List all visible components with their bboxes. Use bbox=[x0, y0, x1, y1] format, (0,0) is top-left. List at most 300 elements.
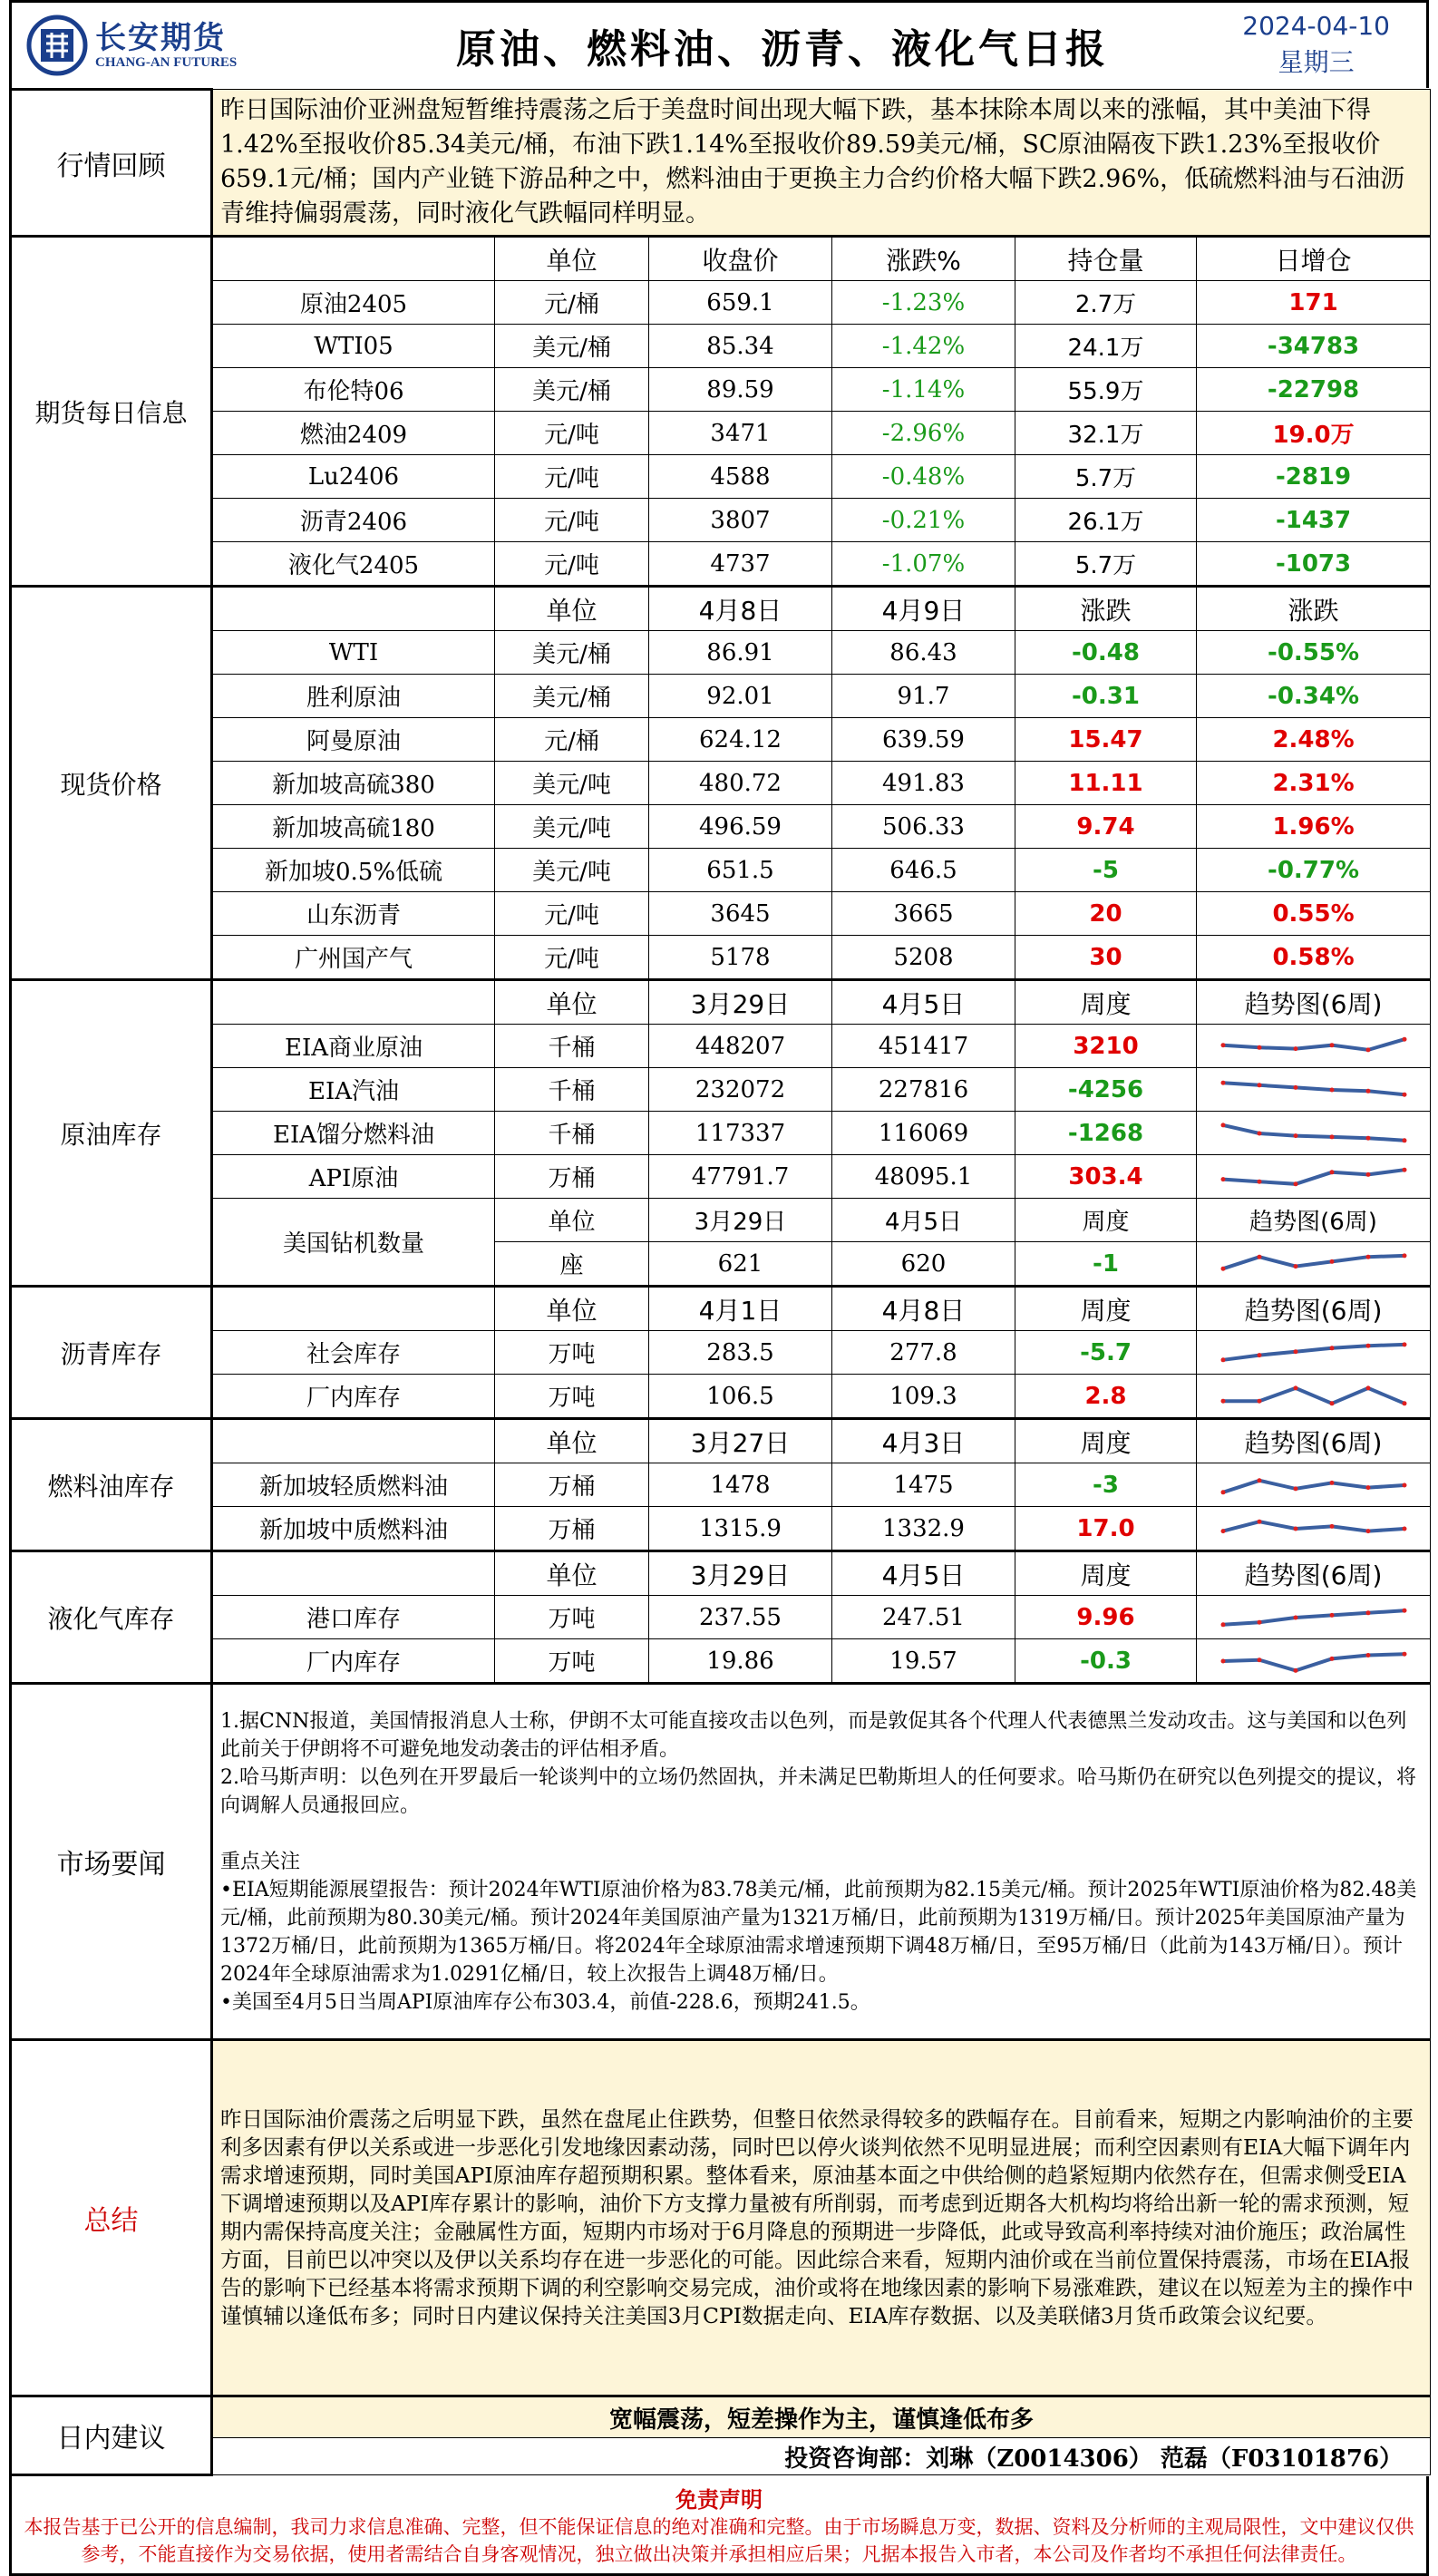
table-row bbox=[11, 499, 1431, 542]
column-header: 单位 bbox=[495, 1419, 649, 1463]
trend-sparkline bbox=[1219, 1602, 1409, 1633]
trend-chart bbox=[1197, 1639, 1431, 1684]
value-week1: 283.5 bbox=[649, 1331, 832, 1375]
value-week1: 19.86 bbox=[649, 1639, 832, 1684]
column-header: 单位 bbox=[495, 587, 649, 631]
column-header: 趋势图(6周) bbox=[1197, 1199, 1431, 1242]
trend-point bbox=[1365, 1610, 1370, 1615]
table-row bbox=[11, 237, 1431, 281]
column-header: 4月8日 bbox=[649, 587, 832, 631]
unit: 万桶 bbox=[495, 1463, 649, 1507]
daily-oi-change: -2819 bbox=[1197, 455, 1431, 499]
table-row bbox=[11, 1199, 1431, 1242]
price-day1: 86.91 bbox=[649, 631, 832, 675]
daily-oi-change: 171 bbox=[1197, 281, 1431, 325]
value-week2: 19.57 bbox=[832, 1639, 1015, 1684]
price-day1: 624.12 bbox=[649, 718, 832, 762]
table-row bbox=[11, 718, 1431, 762]
trend-point bbox=[1220, 1266, 1225, 1270]
trend-point bbox=[1329, 1259, 1334, 1263]
value-week1: 117337 bbox=[649, 1112, 832, 1155]
trend-line bbox=[1223, 1344, 1404, 1359]
weekly-change: -4256 bbox=[1015, 1068, 1197, 1112]
company-logo bbox=[12, 5, 248, 85]
column-header: 3月29日 bbox=[649, 1551, 832, 1596]
price-day2: 491.83 bbox=[832, 762, 1015, 805]
news-line bbox=[220, 1820, 1423, 1848]
value-week2: 116069 bbox=[832, 1112, 1015, 1155]
column-header: 持仓量 bbox=[1015, 237, 1197, 281]
column-header: 趋势图(6周) bbox=[1197, 980, 1431, 1025]
column-header: 4月1日 bbox=[649, 1287, 832, 1331]
table-row bbox=[11, 1639, 1431, 1684]
change-pct: -0.21% bbox=[832, 499, 1015, 542]
change-pct: 2.31% bbox=[1197, 762, 1431, 805]
trend-point bbox=[1402, 1036, 1406, 1041]
column-header: 4月8日 bbox=[832, 1287, 1015, 1331]
trend-point bbox=[1365, 1047, 1370, 1052]
header-blank bbox=[212, 237, 495, 281]
open-interest: 5.7万 bbox=[1015, 455, 1197, 499]
report-date: 2024-04-10 bbox=[1242, 11, 1390, 41]
trend-point bbox=[1257, 1657, 1261, 1662]
unit: 万桶 bbox=[495, 1155, 649, 1199]
trend-line bbox=[1223, 1654, 1404, 1670]
changan-logo-icon bbox=[26, 15, 88, 76]
contract-name: 布伦特06 bbox=[212, 368, 495, 412]
trend-point bbox=[1402, 1138, 1406, 1142]
report-weekday: 星期三 bbox=[1278, 47, 1355, 77]
change: -5 bbox=[1015, 849, 1197, 892]
trend-point bbox=[1329, 1346, 1334, 1350]
column-header: 4月5日 bbox=[832, 1199, 1015, 1242]
unit: 元/吨 bbox=[495, 499, 649, 542]
unit: 美元/吨 bbox=[495, 762, 649, 805]
close-price: 659.1 bbox=[649, 281, 832, 325]
trend-point bbox=[1402, 1092, 1406, 1096]
column-header: 涨跌 bbox=[1197, 587, 1431, 631]
trend-chart bbox=[1197, 1025, 1431, 1068]
trend-point bbox=[1220, 1080, 1225, 1084]
value-week2: 48095.1 bbox=[832, 1155, 1015, 1199]
trend-sparkline bbox=[1219, 1513, 1409, 1544]
daily-oi-change: -1073 bbox=[1197, 542, 1431, 587]
trend-point bbox=[1257, 1131, 1261, 1135]
column-header: 趋势图(6周) bbox=[1197, 1287, 1431, 1331]
column-header: 4月3日 bbox=[832, 1419, 1015, 1463]
unit: 美元/桶 bbox=[495, 368, 649, 412]
close-price: 89.59 bbox=[649, 368, 832, 412]
price-day1: 5178 bbox=[649, 936, 832, 980]
change-pct: -2.96% bbox=[832, 412, 1015, 455]
trend-chart bbox=[1197, 1596, 1431, 1639]
table-row bbox=[11, 325, 1431, 368]
report-header bbox=[9, 0, 1429, 88]
change: -0.31 bbox=[1015, 675, 1197, 718]
trend-sparkline bbox=[1219, 1337, 1409, 1368]
trend-point bbox=[1329, 1480, 1334, 1484]
header-blank bbox=[212, 1551, 495, 1596]
change-pct: -0.55% bbox=[1197, 631, 1431, 675]
weekly-change: 303.4 bbox=[1015, 1155, 1197, 1199]
unit: 美元/桶 bbox=[495, 325, 649, 368]
inventory-name: EIA汽油 bbox=[212, 1068, 495, 1112]
table-row bbox=[11, 1551, 1431, 1596]
summary-label: 总结 bbox=[11, 2040, 212, 2396]
table-row bbox=[11, 980, 1431, 1025]
trend-point bbox=[1365, 1385, 1370, 1390]
weekly-change: -1268 bbox=[1015, 1112, 1197, 1155]
open-interest: 5.7万 bbox=[1015, 542, 1197, 587]
inventory-name: 厂内库存 bbox=[212, 1375, 495, 1419]
trend-point bbox=[1220, 1123, 1225, 1127]
trend-point bbox=[1257, 1398, 1261, 1403]
table-row bbox=[11, 2438, 1431, 2475]
advice-text: 宽幅震荡，短差操作为主，谨慎逢低布多 bbox=[212, 2396, 1431, 2438]
trend-sparkline bbox=[1219, 1118, 1409, 1149]
contract-name: 燃油2409 bbox=[212, 412, 495, 455]
column-header: 4月5日 bbox=[832, 1551, 1015, 1596]
inventory-name: EIA商业原油 bbox=[212, 1025, 495, 1068]
table-row bbox=[11, 1155, 1431, 1199]
price-day1: 3645 bbox=[649, 892, 832, 936]
price-day2: 5208 bbox=[832, 936, 1015, 980]
header-blank bbox=[212, 587, 495, 631]
inventory-name: 新加坡中质燃料油 bbox=[212, 1507, 495, 1551]
column-header: 趋势图(6周) bbox=[1197, 1419, 1431, 1463]
news-line: 2.哈马斯声明：以色列在开罗最后一轮谈判中的立场仍然固执，并未满足巴勒斯坦人的任何要求。哈马斯仍在研究以色列提交的提议，将向调解人员通报回应。 bbox=[220, 1765, 1416, 1817]
column-header: 周度 bbox=[1015, 1419, 1197, 1463]
trend-point bbox=[1365, 1529, 1370, 1533]
summary-text: 昨日国际油价震荡之后明显下跌，虽然在盘尾止住跌势，但整日依然录得较多的跌幅存在。目前看来，短期之内影响油价的主要利多因素有伊以关系或进一步恶化引发地缘因素动荡，同时巴以停火谈判依然不见明显进展；而利空因素则有EIA大幅下调年内需求增速预期，同时美国API原油库存超预期积累。整体看来，原油基本面之中供给侧的趋紧短期内依然存在，但需求侧受EIA下调增速预期以及API库存累计的影响，油价下方支撑力量被有所削弱，而考虑到近期各大机构均将给出新一轮的需求预测，短期内需保持高度关注；金融属性方面，短期内市场对于6月降息的预期进一步降低，此或导致高利率持续对油价施压；政治属性方面，目前巴以冲突以及伊以关系均存在进一步恶化的可能。因此综合来看，短期内油价或在当前位置保持震荡，市场在EIA报告的影响下已经基本将需求预期下调的利空影响交易完成，油价或将在地缘因素的影响下易涨难跌，建议在以短差为主的操作中谨慎辅以逢低布多；同时日内建议保持关注美国3月CPI数据走向、EIA库存数据、以及美联储3月货币政策会议纪要。 bbox=[212, 2040, 1431, 2396]
unit: 元/桶 bbox=[495, 718, 649, 762]
trend-point bbox=[1329, 1656, 1334, 1660]
trend-chart bbox=[1197, 1068, 1431, 1112]
column-header: 单位 bbox=[495, 980, 649, 1025]
column-header: 涨跌 bbox=[1015, 587, 1197, 631]
contact-info: 投资咨询部：刘琳（Z0014306） 范磊（F03101876） bbox=[212, 2438, 1431, 2475]
unit: 元/桶 bbox=[495, 281, 649, 325]
daily-oi-change: -1437 bbox=[1197, 499, 1431, 542]
price-day2: 506.33 bbox=[832, 805, 1015, 849]
page-title: 原油、燃料油、沥青、液化气日报 bbox=[456, 26, 1109, 73]
weekly-change: 3210 bbox=[1015, 1025, 1197, 1068]
daily-oi-change: 19.0万 bbox=[1197, 412, 1431, 455]
unit: 元/吨 bbox=[495, 936, 649, 980]
spot-name: 阿曼原油 bbox=[212, 718, 495, 762]
trend-point bbox=[1293, 1385, 1297, 1390]
header-blank bbox=[212, 980, 495, 1025]
table-row bbox=[11, 805, 1431, 849]
trend-point bbox=[1220, 1398, 1225, 1403]
column-header: 周度 bbox=[1015, 1551, 1197, 1596]
column-header: 涨跌% bbox=[832, 237, 1015, 281]
disclaimer bbox=[9, 2476, 1429, 2576]
column-header: 趋势图(6周) bbox=[1197, 1551, 1431, 1596]
trend-sparkline bbox=[1219, 1249, 1409, 1279]
table-row bbox=[11, 2396, 1431, 2438]
close-price: 85.34 bbox=[649, 325, 832, 368]
spot-name: 新加坡高硫380 bbox=[212, 762, 495, 805]
value-week2: 1332.9 bbox=[832, 1507, 1015, 1551]
trend-point bbox=[1293, 1084, 1297, 1089]
trend-point bbox=[1293, 1046, 1297, 1051]
news-line: •美国至4月5日当周API原油库存公布303.4，前值-228.6，预期241.5。 bbox=[220, 1990, 870, 2014]
value-week2: 277.8 bbox=[832, 1331, 1015, 1375]
trend-point bbox=[1365, 1254, 1370, 1259]
change-pct: 1.96% bbox=[1197, 805, 1431, 849]
value-week1: 237.55 bbox=[649, 1596, 832, 1639]
close-price: 4588 bbox=[649, 455, 832, 499]
spot-label: 现货价格 bbox=[11, 587, 212, 980]
trend-point bbox=[1220, 1490, 1225, 1494]
change-pct: 0.58% bbox=[1197, 936, 1431, 980]
trend-sparkline bbox=[1219, 1646, 1409, 1677]
value-week1: 47791.7 bbox=[649, 1155, 832, 1199]
trend-line bbox=[1223, 1387, 1404, 1403]
table-row bbox=[11, 1112, 1431, 1155]
spot-name: 新加坡高硫180 bbox=[212, 805, 495, 849]
news-line: •EIA短期能源展望报告：预计2024年WTI原油价格为83.78美元/桶，此前预期为82.15美元/桶。预计2025年WTI原油价格为82.48美元/桶，此前预期为80.30美元/桶。预计2024年美国原油产量为1321万桶/日，此前预期为1319万桶/日。预计2025年美国原油产量为1372万桶/日，此前预期为1365万桶/日。将2024年全球原油需求增速预期下调48万桶/日，至95万桶/日（此前为143万桶/日）。预计2024年全球原油需求为1.0291亿桶/日，较上次报告上调48万桶/日。 bbox=[220, 1878, 1417, 1986]
spot-name: WTI bbox=[212, 631, 495, 675]
value-week1: 1315.9 bbox=[649, 1507, 832, 1551]
review-text: 昨日国际油价亚洲盘短暂维持震荡之后于美盘时间出现大幅下跌，基本抹除本周以来的涨幅，其中美油下得1.42%至报收价85.34美元/桶，布油下跌1.14%至报收价89.59美元/桶，SC原油隔夜下跌1.23%至报收价659.1元/桶；国内产业链下游品种之中，燃料油由于更换主力合约价格大幅下跌2.96%，低硫燃料油与石油沥青维持偏弱震荡，同时液化气跌幅同样明显。 bbox=[212, 90, 1431, 237]
change: -0.48 bbox=[1015, 631, 1197, 675]
crude_inv-label: 原油库存 bbox=[11, 980, 212, 1287]
trend-point bbox=[1257, 1179, 1261, 1183]
column-header: 单位 bbox=[495, 1551, 649, 1596]
trend-point bbox=[1220, 1043, 1225, 1047]
trend-line bbox=[1223, 1170, 1404, 1184]
trend-sparkline bbox=[1219, 1162, 1409, 1192]
trend-point bbox=[1365, 1088, 1370, 1093]
open-interest: 2.7万 bbox=[1015, 281, 1197, 325]
trend-point bbox=[1365, 1653, 1370, 1657]
trend-point bbox=[1365, 1485, 1370, 1490]
table-row bbox=[11, 1068, 1431, 1112]
unit: 元/吨 bbox=[495, 412, 649, 455]
unit: 万吨 bbox=[495, 1639, 649, 1684]
unit: 美元/桶 bbox=[495, 675, 649, 718]
trend-point bbox=[1257, 1083, 1261, 1087]
change-pct: -0.77% bbox=[1197, 849, 1431, 892]
value-week2: 109.3 bbox=[832, 1375, 1015, 1419]
table-row bbox=[11, 1025, 1431, 1068]
trend-point bbox=[1365, 1171, 1370, 1176]
trend-point bbox=[1293, 1486, 1297, 1491]
inventory-name: 港口库存 bbox=[212, 1596, 495, 1639]
trend-point bbox=[1293, 1133, 1297, 1138]
trend-point bbox=[1329, 1043, 1334, 1047]
trend-sparkline bbox=[1219, 1074, 1409, 1105]
trend-point bbox=[1329, 1401, 1334, 1405]
unit: 万吨 bbox=[495, 1375, 649, 1419]
header-blank bbox=[212, 1419, 495, 1463]
trend-point bbox=[1257, 1619, 1261, 1624]
advice-label: 日内建议 bbox=[11, 2396, 212, 2475]
unit: 万吨 bbox=[495, 1331, 649, 1375]
unit: 美元/吨 bbox=[495, 849, 649, 892]
value-week2: 451417 bbox=[832, 1025, 1015, 1068]
contract-name: 沥青2406 bbox=[212, 499, 495, 542]
spot-name: 广州国产气 bbox=[212, 936, 495, 980]
change-pct: 2.48% bbox=[1197, 718, 1431, 762]
inventory-name: API原油 bbox=[212, 1155, 495, 1199]
value-week2: 227816 bbox=[832, 1068, 1015, 1112]
table-row bbox=[11, 90, 1431, 237]
value-week2: 620 bbox=[832, 1242, 1015, 1287]
trend-chart bbox=[1197, 1375, 1431, 1419]
unit: 元/吨 bbox=[495, 542, 649, 587]
trend-line bbox=[1223, 1124, 1404, 1140]
table-row bbox=[11, 1507, 1431, 1551]
column-header: 单位 bbox=[495, 1199, 649, 1242]
change-pct: -1.23% bbox=[832, 281, 1015, 325]
trend-point bbox=[1220, 1177, 1225, 1181]
trend-point bbox=[1329, 1612, 1334, 1617]
inventory-name: 新加坡轻质燃料油 bbox=[212, 1463, 495, 1507]
column-header: 3月27日 bbox=[649, 1419, 832, 1463]
table-row bbox=[11, 2040, 1431, 2396]
trend-point bbox=[1220, 1658, 1225, 1663]
report-page bbox=[9, 0, 1429, 2576]
contract-name: 原油2405 bbox=[212, 281, 495, 325]
table-row bbox=[11, 1684, 1431, 2040]
table-row bbox=[11, 455, 1431, 499]
trend-point bbox=[1293, 1615, 1297, 1619]
unit: 千桶 bbox=[495, 1068, 649, 1112]
trend-point bbox=[1293, 1349, 1297, 1354]
price-day2: 3665 bbox=[832, 892, 1015, 936]
column-header: 单位 bbox=[495, 1287, 649, 1331]
change-pct: -0.48% bbox=[832, 455, 1015, 499]
price-day1: 651.5 bbox=[649, 849, 832, 892]
trend-chart bbox=[1197, 1242, 1431, 1287]
unit: 千桶 bbox=[495, 1025, 649, 1068]
column-header: 4月5日 bbox=[832, 980, 1015, 1025]
unit: 美元/桶 bbox=[495, 631, 649, 675]
table-row bbox=[11, 412, 1431, 455]
spot-name: 新加坡0.5%低硫 bbox=[212, 849, 495, 892]
table-row bbox=[11, 281, 1431, 325]
trend-point bbox=[1402, 1651, 1406, 1656]
contract-name: WTI05 bbox=[212, 325, 495, 368]
trend-point bbox=[1293, 1181, 1297, 1186]
asphalt_inv-label: 沥青库存 bbox=[11, 1287, 212, 1419]
contract-name: 液化气2405 bbox=[212, 542, 495, 587]
trend-point bbox=[1329, 1523, 1334, 1528]
review-label: 行情回顾 bbox=[11, 90, 212, 237]
inventory-name: 厂内库存 bbox=[212, 1639, 495, 1684]
value-week2: 247.51 bbox=[832, 1596, 1015, 1639]
change: 30 bbox=[1015, 936, 1197, 980]
open-interest: 55.9万 bbox=[1015, 368, 1197, 412]
change: 20 bbox=[1015, 892, 1197, 936]
trend-point bbox=[1293, 1264, 1297, 1269]
table-row bbox=[11, 936, 1431, 980]
table-row bbox=[11, 1596, 1431, 1639]
trend-point bbox=[1257, 1254, 1261, 1259]
trend-point bbox=[1402, 1482, 1406, 1487]
unit: 元/吨 bbox=[495, 455, 649, 499]
trend-point bbox=[1220, 1357, 1225, 1362]
trend-line bbox=[1223, 1610, 1404, 1625]
table-row bbox=[11, 631, 1431, 675]
weekly-change: -0.3 bbox=[1015, 1639, 1197, 1684]
trend-line bbox=[1223, 1083, 1404, 1094]
spot-name: 胜利原油 bbox=[212, 675, 495, 718]
column-header: 4月9日 bbox=[832, 587, 1015, 631]
unit: 万吨 bbox=[495, 1596, 649, 1639]
daily-oi-change: -22798 bbox=[1197, 368, 1431, 412]
trend-chart bbox=[1197, 1112, 1431, 1155]
trend-point bbox=[1402, 1167, 1406, 1171]
contract-name: Lu2406 bbox=[212, 455, 495, 499]
trend-point bbox=[1365, 1135, 1370, 1140]
rig-count-name: 美国钻机数量 bbox=[212, 1199, 495, 1287]
change: 15.47 bbox=[1015, 718, 1197, 762]
weekly-change: -1 bbox=[1015, 1242, 1197, 1287]
price-day2: 91.7 bbox=[832, 675, 1015, 718]
column-header: 周度 bbox=[1015, 1199, 1197, 1242]
price-day1: 496.59 bbox=[649, 805, 832, 849]
trend-sparkline bbox=[1219, 1381, 1409, 1412]
report-table bbox=[9, 88, 1431, 2476]
weekly-change: -3 bbox=[1015, 1463, 1197, 1507]
table-row bbox=[11, 1419, 1431, 1463]
value-week1: 621 bbox=[649, 1242, 832, 1287]
open-interest: 32.1万 bbox=[1015, 412, 1197, 455]
date-box bbox=[1242, 8, 1390, 81]
trend-sparkline bbox=[1219, 1031, 1409, 1062]
news-label: 市场要闻 bbox=[11, 1684, 212, 2040]
inventory-name: EIA馏分燃料油 bbox=[212, 1112, 495, 1155]
trend-chart bbox=[1197, 1507, 1431, 1551]
trend-line bbox=[1223, 1039, 1404, 1050]
trend-point bbox=[1220, 1622, 1225, 1627]
trend-point bbox=[1329, 1087, 1334, 1092]
value-week1: 448207 bbox=[649, 1025, 832, 1068]
table-row bbox=[11, 587, 1431, 631]
value-week1: 232072 bbox=[649, 1068, 832, 1112]
trend-sparkline bbox=[1219, 1470, 1409, 1501]
open-interest: 24.1万 bbox=[1015, 325, 1197, 368]
news-line: 1.据CNN报道，美国情报消息人士称，伊朗不太可能直接攻击以色列，而是敦促其各个代理人代表德黑兰发动攻击。这与美国和以色列此前关于伊朗将不可避免地发动袭击的评估相矛盾。 bbox=[220, 1709, 1407, 1761]
trend-point bbox=[1257, 1519, 1261, 1523]
trend-point bbox=[1402, 1342, 1406, 1346]
spot-name: 山东沥青 bbox=[212, 892, 495, 936]
table-row bbox=[11, 762, 1431, 805]
change: 9.74 bbox=[1015, 805, 1197, 849]
header-blank bbox=[212, 1287, 495, 1331]
trend-point bbox=[1402, 1608, 1406, 1612]
table-row bbox=[11, 892, 1431, 936]
trend-line bbox=[1223, 1521, 1404, 1531]
table-row bbox=[11, 675, 1431, 718]
table-row bbox=[11, 849, 1431, 892]
unit: 美元/吨 bbox=[495, 805, 649, 849]
close-price: 3471 bbox=[649, 412, 832, 455]
column-header: 收盘价 bbox=[649, 237, 832, 281]
price-day2: 86.43 bbox=[832, 631, 1015, 675]
trend-point bbox=[1329, 1170, 1334, 1174]
trend-chart bbox=[1197, 1331, 1431, 1375]
trend-point bbox=[1257, 1045, 1261, 1049]
table-row bbox=[11, 1375, 1431, 1419]
table-row bbox=[11, 1331, 1431, 1375]
trend-chart bbox=[1197, 1155, 1431, 1199]
unit: 千桶 bbox=[495, 1112, 649, 1155]
